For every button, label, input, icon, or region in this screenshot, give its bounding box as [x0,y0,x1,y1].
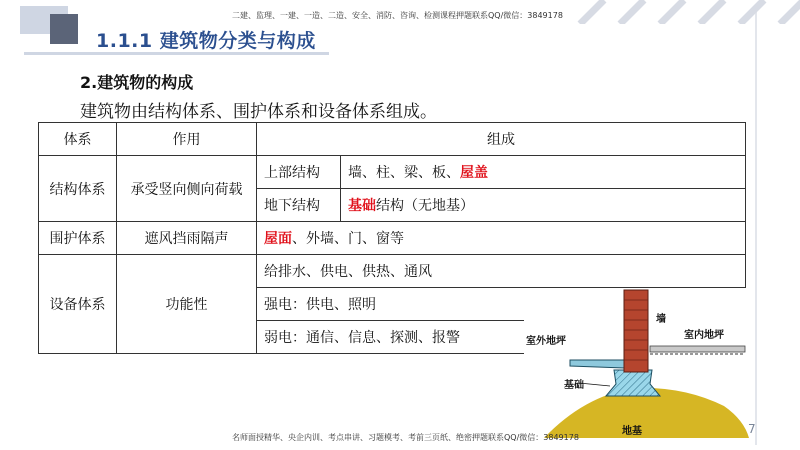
enclosure-plain-text: 、外墙、门、窗等 [292,231,404,247]
lower-structure-components [341,189,746,222]
enclosure-components [257,222,746,255]
table-row [39,222,746,255]
lower-plain-text: 结构（无地基） [376,198,474,214]
structural-function-cell: 承受竖向侧向荷载 [117,156,257,222]
table-row [39,255,746,288]
slide-title: 1.1.1 建筑物分类与构成 [96,30,316,52]
upper-structure-label: 上部结构 [257,156,341,189]
equipment-row-1: 给排水、供电、供热、通风 [257,255,746,288]
right-divider [755,10,757,445]
outdoor-floor-label: 室外地坪 [526,336,566,347]
subgrade-label: 地基 [622,426,642,437]
equipment-row-2: 强电：供电、照明 [257,288,746,321]
enclosure-system-cell: 围护体系 [39,222,117,255]
upper-structure-components [341,156,746,189]
section-heading: 2.建筑物的构成 [80,73,194,92]
header-composition: 组成 [257,123,746,156]
equipment-function-cell: 功能性 [117,255,257,354]
indoor-floor-label: 室内地坪 [684,330,724,341]
roof-highlight: 屋盖 [460,165,488,181]
header-note: 二建、监理、一建、一造、二造、安全、消防、咨询、检测课程押题联系QQ/微信：3849178 [232,11,563,20]
foundation-diagram [524,288,755,440]
header-function: 作用 [117,123,257,156]
lower-structure-label: 地下结构 [257,189,341,222]
outdoor-apron [570,360,624,368]
enclosure-function-cell: 遮风挡雨隔声 [117,222,257,255]
page-number: 7 [748,422,756,436]
equipment-system-cell: 设备体系 [39,255,117,354]
equipment-row-3: 弱电：通信、信息、探测、报警 [257,321,746,354]
structural-system-cell: 结构体系 [39,156,117,222]
decor-square-dark [50,14,78,44]
footer-note: 名师面授精华、央企内训、考点串讲、习题模考、考前三页纸、绝密押题联系QQ/微信：3849178 [232,433,579,442]
stripe-decoration [560,0,800,24]
foundation-label: 基础 [564,380,584,391]
indoor-floor-slab [650,346,745,352]
foundation-highlight: 基础 [348,198,376,214]
wall-label: 墙 [656,314,666,325]
table-header-row [39,123,746,156]
header-system: 体系 [39,123,117,156]
upper-plain-text: 墙、柱、梁、板、 [348,165,460,181]
roof-surface-highlight: 屋面 [264,231,292,247]
table-row [39,156,746,189]
intro-text: 建筑物由结构体系、围护体系和设备体系组成。 [80,102,437,122]
